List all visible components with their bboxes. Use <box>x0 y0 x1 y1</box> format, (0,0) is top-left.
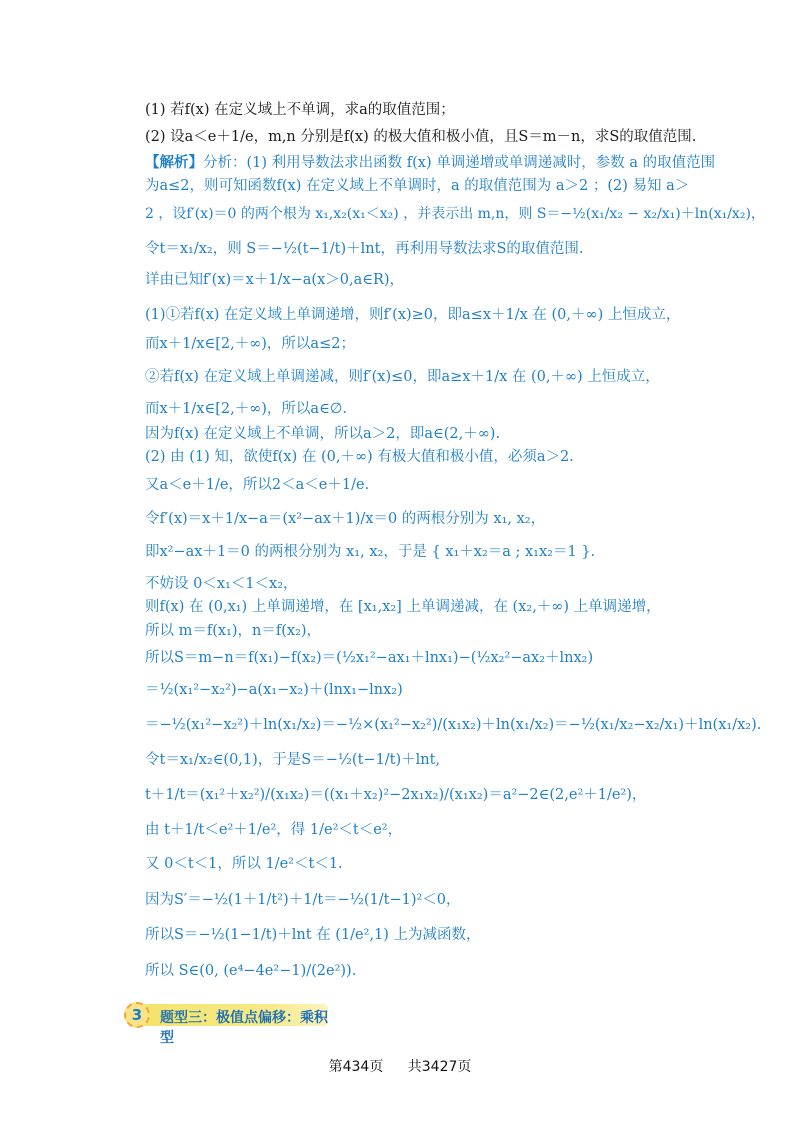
solution-line-23: 又 0＜t＜1，所以 1/e²＜t＜1. <box>145 856 343 872</box>
solution-text: 分析：(1) 利用导数法求出函数 f(x) 单调递增或单调递减时，参数 a 的取值范围 <box>203 155 716 171</box>
section-number-badge: 3 <box>124 1002 150 1028</box>
solution-line-14: 不妨设 0＜x₁＜1＜x₂， <box>145 576 298 592</box>
solution-line-6: 而x＋1/x∈[2,＋∞)，所以a≤2； <box>145 336 355 352</box>
solution-line-3: 令t＝x₁/x₂，则 S＝−½(t−1/t)＋lnt，再利用导数法求S的取值范围. <box>145 241 584 257</box>
solution-line-19: ＝−½(x₁²−x₂²)＋ln(x₁/x₂)＝−½×(x₁²−x₂²)/(x₁x₂)＋ln(x₁/x₂)＝−½(x₁/x₂−x₂/x₁)＋ln(x₁/x₂). <box>145 717 762 733</box>
solution-line-2: 2 ，设f′(x)＝0 的两个根为 x₁,x₂(x₁＜x₂) ，并表示出 m,n，则 S＝−½(x₁/x₂ − x₂/x₁)＋ln(x₁/x₂)， <box>145 206 765 222</box>
solution-line-10: (2) 由 (1) 知，欲使f(x) 在 (0,＋∞) 有极大值和极小值，必须a＞2. <box>145 449 574 465</box>
section-title: 题型三：极值点偏移：乘积型 <box>160 1010 328 1046</box>
solution-line-4: 详由已知f′(x)＝x＋1/x−a(x＞0,a∈R)， <box>145 272 405 288</box>
solution-line-8: 而x＋1/x∈[2,＋∞)，所以a∈∅. <box>145 401 348 417</box>
solution-line-1: 为a≤2，则可知函数f(x) 在定义域上不单调时，a 的取值范围为 a＞2 ；(2) 易知 a＞ <box>145 178 690 194</box>
solution-line-12: 令f′(x)＝x＋1/x−a＝(x²−ax＋1)/x＝0 的两根分别为 x₁, x₂， <box>145 511 546 527</box>
page-number: 第434页 <box>328 1059 384 1075</box>
problem-part-1: (1) 若f(x) 在定义域上不单调，求a的取值范围； <box>145 102 455 118</box>
section-banner <box>120 1002 332 1046</box>
solution-line-21: t＋1/t＝(x₁²＋x₂²)/(x₁x₂)＝((x₁＋x₂)²−2x₁x₂)/(x₁x₂)＝a²−2∈(2,e²＋1/e²)， <box>145 787 647 803</box>
solution-line-0 <box>145 154 715 172</box>
problem-part-2: (2) 设a＜e＋1/e，m,n 分别是f(x) 的极大值和极小值，且S＝m－n，求S的取值范围. <box>145 129 697 145</box>
page-total: 共3427页 <box>407 1059 472 1075</box>
solution-line-24: 因为S′＝−½(1＋1/t²)＋1/t＝−½(1/t−1)²＜0， <box>145 892 461 908</box>
solution-line-20: 令t＝x₁/x₂∈(0,1)，于是S＝−½(t−1/t)＋lnt, <box>145 752 441 768</box>
solution-line-7: ②若f(x) 在定义域上单调递减，则f′(x)≤0，即a≥x＋1/x 在 (0,＋∞) 上恒成立， <box>145 369 660 385</box>
solution-line-22: 由 t＋1/t＜e²＋1/e²，得 1/e²＜t＜e²， <box>145 822 403 838</box>
solution-line-25: 所以S＝−½(1−1/t)＋lnt 在 (1/e²,1) 上为减函数， <box>145 927 481 943</box>
solution-line-11: 又a＜e＋1/e，所以2＜a＜e＋1/e. <box>145 477 370 493</box>
solution-line-9: 因为f(x) 在定义域上不单调，所以a＞2，即a∈(2,＋∞). <box>145 426 501 442</box>
solution-line-16: 所以 m＝f(x₁)，n＝f(x₂)， <box>145 623 322 639</box>
solution-line-5: (1)①若f(x) 在定义域上单调递增，则f′(x)≥0，即a≤x＋1/x 在 (0,＋∞) 上恒成立， <box>145 307 681 323</box>
solution-line-17: 所以S＝m−n＝f(x₁)−f(x₂)＝(½x₁²−ax₁＋lnx₁)−(½x₂²−ax₂＋lnx₂) <box>145 650 594 666</box>
solution-line-18: ＝½(x₁²−x₂²)−a(x₁−x₂)＋(lnx₁−lnx₂) <box>145 682 403 698</box>
solution-line-26: 所以 S∈(0, (e⁴−4e²−1)/(2e²)). <box>145 963 357 979</box>
solution-line-15: 则f(x) 在 (0,x₁) 上单调递增，在 [x₁,x₂] 上单调递减，在 (x₂,＋∞) 上单调递增， <box>145 599 661 615</box>
page-footer <box>0 1056 800 1076</box>
solution-line-13: 即x²−ax＋1＝0 的两根分别为 x₁, x₂，于是 { x₁＋x₂＝a ; x₁x₂＝1 }. <box>145 544 596 560</box>
solution-tag: 【解析】 <box>145 154 203 171</box>
